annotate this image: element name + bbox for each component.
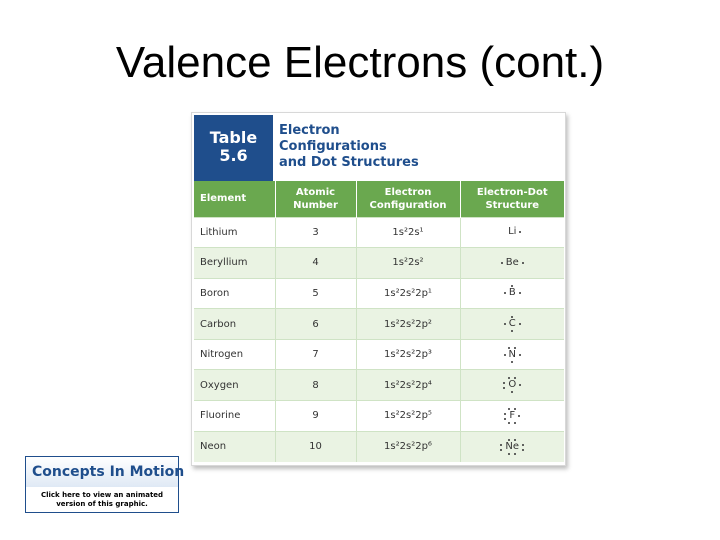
dot-symbol: Li — [508, 226, 517, 238]
electron-dot-structure — [460, 248, 564, 279]
table-caption — [279, 123, 559, 171]
element-name: Neon — [194, 431, 275, 462]
atomic-number: 10 — [275, 431, 356, 462]
concepts-in-motion-button[interactable] — [25, 456, 185, 513]
electron-dot-structure — [460, 370, 564, 401]
element-name: Nitrogen — [194, 339, 275, 370]
table-caption-line-1: Electron — [279, 123, 340, 138]
atomic-number: 6 — [275, 309, 356, 340]
electron-configuration: 1s²2s² — [356, 248, 460, 279]
atomic-number: 7 — [275, 339, 356, 370]
electron-dot-structure — [460, 339, 564, 370]
table-row — [194, 309, 564, 340]
table-label: Table — [209, 128, 258, 147]
table-number: 5.6 — [219, 146, 248, 165]
slide-title: Valence Electrons (cont.) — [115, 38, 605, 87]
table-header-row — [194, 181, 564, 217]
dot-symbol: F — [509, 409, 516, 421]
element-name: Boron — [194, 278, 275, 309]
electron-dot-structure — [460, 431, 564, 462]
column-header-electron-dot-structure: Electron-Dot Structure — [460, 181, 564, 217]
electron-configuration: 1s²2s²2p⁴ — [356, 370, 460, 401]
atomic-number: 9 — [275, 401, 356, 432]
table-caption-line-2: Configurations — [279, 139, 387, 154]
electron-dot-structure — [460, 278, 564, 309]
electron-configuration: 1s²2s²2p² — [356, 309, 460, 340]
atomic-number: 8 — [275, 370, 356, 401]
element-name: Carbon — [194, 309, 275, 340]
atomic-number: 3 — [275, 217, 356, 248]
atomic-number: 5 — [275, 278, 356, 309]
element-name: Beryllium — [194, 248, 275, 279]
electron-dot-structure — [460, 309, 564, 340]
electron-configuration-table-card — [191, 112, 566, 466]
table-caption-line-3: and Dot Structures — [279, 155, 419, 170]
electron-configuration-table — [194, 181, 564, 462]
dot-symbol: N — [508, 348, 516, 360]
table-row — [194, 248, 564, 279]
element-name: Fluorine — [194, 401, 275, 432]
table-row — [194, 370, 564, 401]
column-header-atomic-number: Atomic Number — [275, 181, 356, 217]
dot-symbol: Ne — [505, 440, 520, 452]
caption-line-1: Click here to view an animated — [40, 491, 164, 499]
electron-configuration: 1s²2s¹ — [356, 217, 460, 248]
electron-dot-structure — [460, 401, 564, 432]
concepts-in-motion-caption — [26, 487, 178, 512]
concepts-in-motion-logo: Concepts In Motion — [26, 457, 178, 487]
electron-configuration: 1s²2s²2p³ — [356, 339, 460, 370]
table-row — [194, 431, 564, 462]
element-name: Oxygen — [194, 370, 275, 401]
table-row — [194, 339, 564, 370]
table-row — [194, 217, 564, 248]
table-number-badge — [194, 115, 273, 181]
atomic-number: 4 — [275, 248, 356, 279]
dot-symbol: Be — [505, 256, 519, 268]
column-header-electron-configuration: Electron Configuration — [356, 181, 460, 217]
dot-symbol: O — [508, 379, 517, 391]
electron-dot-structure — [460, 217, 564, 248]
table-row — [194, 401, 564, 432]
dot-symbol: C — [508, 318, 516, 330]
column-header-element: Element — [194, 181, 275, 217]
table-header-area — [192, 113, 565, 181]
element-name: Lithium — [194, 217, 275, 248]
caption-line-2: version of this graphic. — [56, 500, 148, 508]
electron-configuration: 1s²2s²2p¹ — [356, 278, 460, 309]
table-row — [194, 278, 564, 309]
dot-symbol: B — [508, 287, 516, 299]
electron-configuration: 1s²2s²2p⁵ — [356, 401, 460, 432]
electron-configuration: 1s²2s²2p⁶ — [356, 431, 460, 462]
